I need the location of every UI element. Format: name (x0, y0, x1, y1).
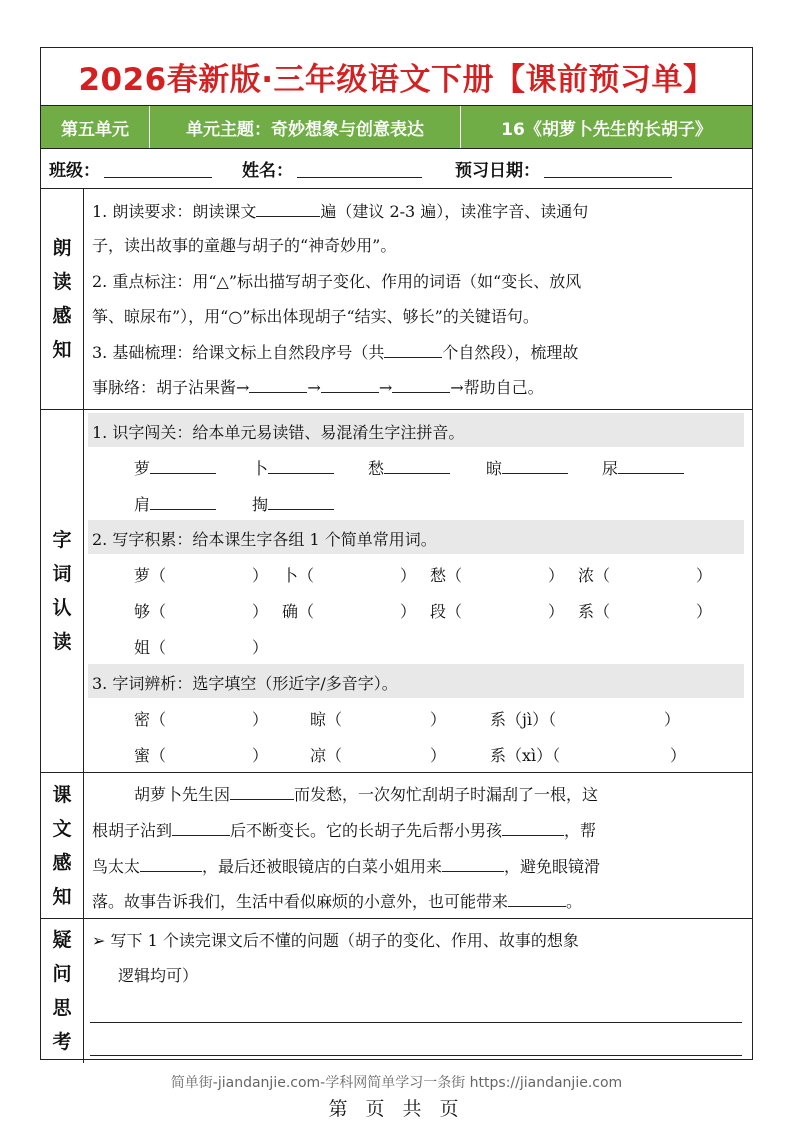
date-field (455, 156, 672, 181)
story-side-label: 课 文 感 知 (41, 773, 84, 918)
pinyin-blank[interactable] (150, 456, 216, 474)
close-paren: ） (696, 566, 713, 585)
reading-line-3: 2. 重点标注：用“△”标出描写胡子变化、作用的词语（如“变长、放风 (92, 272, 582, 291)
class-label: 班级： (49, 161, 100, 181)
group-item[interactable]: 够（ (134, 602, 167, 621)
unit-theme: 单元主题：奇妙想象与创意表达 (150, 106, 461, 148)
story-blank-5[interactable] (442, 854, 504, 872)
read-times-blank[interactable] (256, 199, 320, 217)
close-paren: ） (430, 746, 447, 765)
answer-line-2[interactable] (90, 1055, 742, 1056)
reading-content (84, 189, 752, 409)
group-item[interactable]: 卜（ (282, 566, 315, 585)
story-line-2: 根胡子沾到 后不断变长。它的长胡子先后帮小男孩 ，帮 (92, 818, 746, 841)
group-item[interactable]: 愁（ (430, 566, 463, 585)
reading-side-label: 朗 读 感 知 (41, 189, 84, 409)
close-paren: ） (400, 602, 417, 621)
unit-label: 第五单元 (41, 106, 150, 148)
reading-line-4: 筝、晾尿布”），用“○”标出体现胡子“结实、够长”的关键语句。 (92, 307, 539, 326)
page-number: 第 页 共 页 (328, 1098, 465, 1120)
plot-blank-3[interactable] (392, 375, 450, 393)
bullet-icon: ➢ (92, 931, 106, 950)
story-section (41, 773, 752, 919)
group-item[interactable]: 浓（ (578, 566, 611, 585)
question-line-2: 逻辑均可） (118, 966, 199, 985)
story-content (84, 773, 752, 918)
pinyin-item: 肩 (134, 492, 216, 515)
worksheet (40, 47, 753, 1060)
reading-line-5: 3. 基础梳理：给课文标上自然段序号（共 个自然段），梳理故 (92, 340, 746, 363)
pinyin-item: 晾 (486, 456, 568, 479)
pinyin-item: 掏 (252, 492, 334, 515)
story-line-4: 落。故事告诉我们，生活中看似麻烦的小意外，也可能带来 。 (92, 889, 746, 912)
question-section (41, 919, 752, 1063)
close-paren: ） (670, 746, 687, 765)
story-blank-3[interactable] (502, 818, 564, 836)
group-item[interactable]: 确（ (282, 602, 315, 621)
close-paren: ） (430, 710, 447, 729)
pinyin-item: 尿 (602, 456, 684, 479)
close-paren: ） (252, 566, 269, 585)
class-blank[interactable] (104, 159, 212, 178)
pinyin-blank[interactable] (618, 456, 684, 474)
pinyin-blank[interactable] (384, 456, 450, 474)
close-paren: ） (252, 602, 269, 621)
pick-item[interactable]: 晾（ (310, 710, 343, 729)
name-label: 姓名： (242, 161, 293, 181)
reading-section (41, 189, 752, 410)
info-bar (41, 149, 752, 189)
pinyin-item: 卜 (252, 456, 334, 479)
words-heading-2: 2. 写字积累：给本课生字各组 1 个简单常用词。 (92, 530, 437, 549)
paragraph-count-blank[interactable] (384, 340, 442, 358)
story-blank-4[interactable] (140, 854, 202, 872)
words-side-label: 字 词 认 读 (41, 410, 84, 772)
group-item[interactable]: 系（ (578, 602, 611, 621)
question-line-1: ➢ 写下 1 个读完课文后不懂的问题（胡子的变化、作用、故事的想象 (92, 931, 579, 950)
close-paren: ） (548, 602, 565, 621)
lesson-title: 16《胡萝卜先生的长胡子》 (501, 119, 712, 140)
footer-text: 简单街-jiandanjie.com-学科网简单学习一条街 https://jiandanjie.com (170, 1075, 623, 1091)
group-item[interactable]: 姐（ (134, 638, 167, 657)
plot-blank-1[interactable] (249, 375, 307, 393)
reading-line-2: 子，读出故事的童趣与胡子的“神奇妙用”。 (92, 236, 397, 255)
pick-item[interactable]: 密（ (134, 710, 167, 729)
close-paren: ） (548, 566, 565, 585)
words-heading-3: 3. 字词辨析：选字填空（形近字/多音字）。 (92, 674, 398, 693)
close-paren: ） (252, 746, 269, 765)
question-content (84, 919, 752, 1063)
page-title: 2026春新版·三年级语文下册【课前预习单】 (41, 48, 752, 106)
reading-line-6: 事脉络：胡子沾果酱→ → → →帮助自己。 (92, 375, 746, 398)
pinyin-blank[interactable] (502, 456, 568, 474)
plot-blank-2[interactable] (321, 375, 379, 393)
words-content (84, 410, 752, 772)
close-paren: ） (400, 566, 417, 585)
pinyin-blank[interactable] (268, 456, 334, 474)
date-label: 预习日期： (455, 161, 540, 181)
group-item[interactable]: 萝（ (134, 566, 167, 585)
unit-bar (41, 106, 752, 149)
answer-line-1[interactable] (90, 1022, 742, 1023)
group-item[interactable]: 段（ (430, 602, 463, 621)
pinyin-item: 愁 (368, 456, 450, 479)
story-line-3: 鸟太太 ，最后还被眼镜店的白菜小姐用来 ，避免眼镜滑 (92, 854, 746, 877)
pinyin-blank[interactable] (150, 492, 216, 510)
name-blank[interactable] (297, 159, 422, 178)
date-blank[interactable] (544, 159, 672, 178)
words-section (41, 410, 752, 773)
close-paren: ） (252, 638, 269, 657)
story-blank-2[interactable] (172, 818, 230, 836)
story-blank-6[interactable] (508, 889, 566, 907)
pick-item[interactable]: 凉（ (310, 746, 343, 765)
pick-item[interactable]: 蜜（ (134, 746, 167, 765)
close-paren: ） (664, 710, 681, 729)
pick-item[interactable]: 系（xì）（ (490, 746, 561, 765)
question-side-label: 疑 问 思 考 (41, 919, 84, 1063)
words-heading-1: 1. 识字闯关：给本单元易读错、易混淆生字注拼音。 (92, 423, 465, 442)
story-blank-1[interactable] (230, 782, 294, 800)
name-field (242, 156, 422, 181)
reading-line-1: 1. 朗读要求：朗读课文 遍（建议 2-3 遍），读准字音、读通句 (92, 199, 746, 222)
story-line-1: 胡萝卜先生因 而发愁，一次匆忙刮胡子时漏刮了一根，这 (134, 782, 746, 805)
pick-item[interactable]: 系（jì）（ (490, 710, 557, 729)
class-field (49, 156, 212, 181)
pinyin-blank[interactable] (268, 492, 334, 510)
pinyin-item: 萝 (134, 456, 216, 479)
close-paren: ） (252, 710, 269, 729)
close-paren: ） (696, 602, 713, 621)
